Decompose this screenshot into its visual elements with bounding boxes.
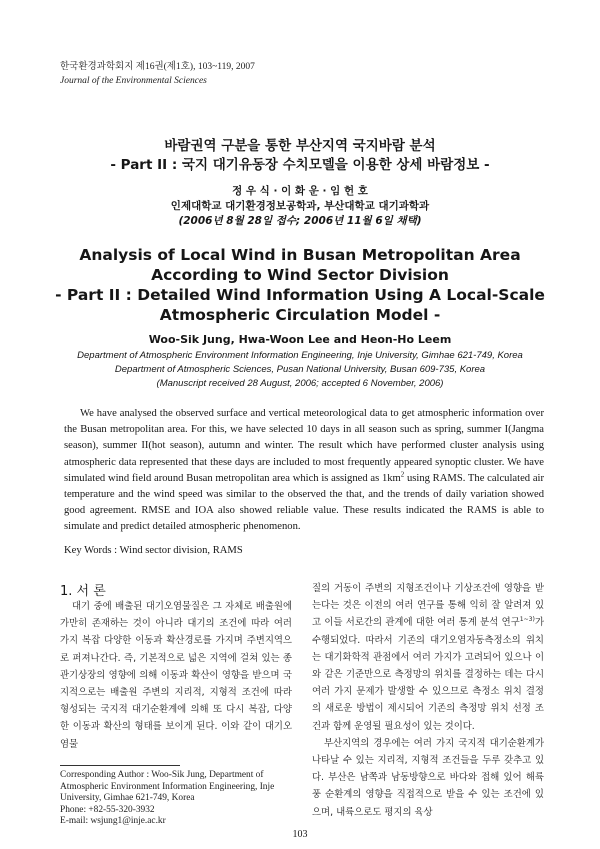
- right-column: [312, 580, 544, 821]
- right-text-b: 가 수행되었다. 따라서 기존의 대기오염자동측정소의 위치는 대기화학적 관점에서 여러 가지가 고려되어 있으나 이와 같은 기준만으로 측정망의 위치를 결정하는 데는 다시 여러 가지 문제가 발생할 수 있으므로 측정소 위치 결정의 새로운 방법이 제시되어 기존의 측정망 위치 선정 조건과 함께 운영될 필요성이 있는 것이다.: [312, 617, 544, 732]
- manuscript-dates: (Manuscript received 28 August, 2006; accepted 6 November, 2006): [156, 378, 444, 389]
- correspondence: [60, 770, 298, 828]
- journal-citation: 한국환경과학회지 제16권(제1호), 103~119, 2007: [60, 62, 255, 72]
- citation-superscript: 1~3): [519, 616, 535, 624]
- korean-title: 바람권역 구분을 통한 부산지역 국지바람 분석: [164, 138, 436, 154]
- english-title-line1: Analysis of Local Wind in Busan Metropolitan Area: [79, 246, 521, 264]
- korean-authors: 정 우 식 · 이 화 운 · 임 헌 호: [232, 185, 368, 197]
- abstract-superscript: 2: [400, 471, 405, 479]
- right-text-a: 질의 거동이 주변의 지형조건이나 기상조건에 영향을 받는다는 것은 이전의 여러 연구를 통해 익히 잘 알려져 있고 이들 서로간의 관계에 대한 여러 통계 분석 연구: [312, 583, 544, 629]
- english-title-line2: According to Wind Sector Division: [151, 266, 449, 284]
- english-title-line3: - Part II : Detailed Wind Information Using A Local-Scale: [55, 286, 545, 304]
- footnote-divider: [60, 765, 180, 766]
- english-title-line4: Atmospheric Circulation Model -: [159, 306, 441, 324]
- corresponding-author: Corresponding Author : Woo-Sik Jung, Department of Atmospheric Environment Information Engineering, Inje University, Gimhae 621-749, Korea: [60, 770, 275, 804]
- abstract-text-2: using RAMS. The calculated air temperature and the wind speed was similar to the observed the that, and the trends of daily variation showed good agreement. RMSE and IOA also showed reliable value. These results indicated the RAMS is able to simulate and predict detailed atmospheric phenomenon.: [64, 472, 544, 533]
- korean-dates: (2006년 8월 28일 접수; 2006년 11월 6일 채택): [178, 215, 422, 227]
- abstract-text-1: We have analysed the observed surface and vertical meteorological data to get atmospheric information over the Busan metropolitan area. For this, we have selected 10 days in all season such as spring, summer I(Jangma season), summer II(hot season), autumn and winter. The result which have performed cluster analysis using atmospheric data represented that these days are included to most frequently appeared synoptic cluster. We have simulated wind field around Busan metropolitan area which is assigned as 1km: [64, 408, 544, 484]
- english-authors: Woo-Sik Jung, Hwa-Woon Lee and Heon-Ho Leem: [148, 333, 452, 346]
- right-paragraph-2: 부산지역의 경우에는 여러 가지 국지적 대기순환계가 나타날 수 있는 지리적, 지형적 조건들을 두루 갖추고 있다. 부산은 남쪽과 남동방향으로 바다와 접해 있어 해륙풍 순환계의 영향을 직접적으로 받을 수 있는 조건에 있으며, 내륙으로도 평지의 육상: [312, 737, 544, 818]
- left-column-text: 대기 중에 배출된 대기오염물질은 그 자체로 배출원에 가만히 존재하는 것이 아니라 대기의 조건에 따라 여러 가지 복잡 다양한 이동과 확산경로를 가지며 주변지역으로 퍼져나간다. 즉, 기본적으로 넓은 지역에 걸쳐 있는 종관기상장의 영향에 의해 이동과 확산이 영향을 받으며 국지적으로는 배출원 주변의 지리적, 지형적 조건에 따라 형성되는 국지적 대기순환계에 의해 또 다시 복잡, 다양한 이동과 확산의 형태를 보이게 된다. 이와 같이 대기오염물: [60, 601, 292, 750]
- journal-name: Journal of the Environmental Sciences: [60, 76, 207, 86]
- page-number: 103: [292, 829, 308, 840]
- affiliation-2: Department of Atmospheric Sciences, Pusan National University, Busan 609-735, Korea: [114, 364, 486, 375]
- email: E-mail: wsjung1@inje.ac.kr: [60, 816, 166, 827]
- section-heading: 1. 서 론: [60, 584, 106, 599]
- korean-subtitle: - Part II : 국지 대기유동장 수치모델을 이용한 상세 바람정보 -: [110, 157, 490, 173]
- journal-header: [60, 60, 255, 88]
- right-paragraph-1: [312, 580, 544, 735]
- keywords: Key Words : Wind sector division, RAMS: [64, 545, 243, 556]
- korean-affiliation: 인제대학교 대기환경정보공학과, 부산대학교 대기과학과: [170, 200, 430, 212]
- phone: Phone: +82-55-320-3932: [60, 804, 155, 815]
- abstract: [64, 406, 544, 536]
- affiliation-1: Department of Atmospheric Environment Information Engineering, Inje University, Gimhae 621-749, Korea: [77, 350, 523, 361]
